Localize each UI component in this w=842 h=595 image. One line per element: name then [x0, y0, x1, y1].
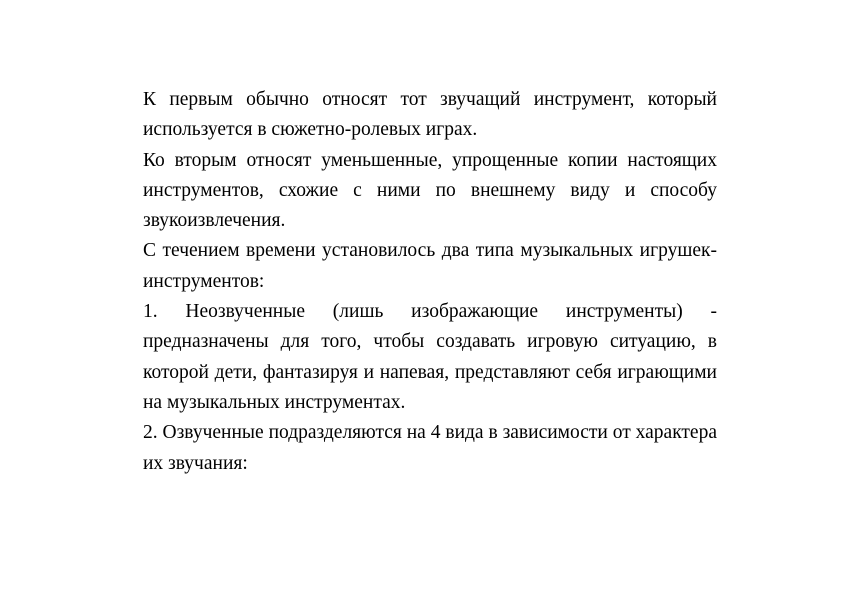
document-body: [143, 85, 717, 479]
paragraph-first-type: К первым обычно относят тот звучащий инструмент, который используется в сюжетно-ролевых играх.: [143, 89, 717, 141]
paragraph-second-type: Ко вторым относят уменьшенные, упрощенные копии настоящих инструментов, схожие с ними по внешнему виду и способу звукоизвлечения.: [143, 149, 717, 232]
paragraph-unvoiced: 1. Неозвученные (лишь изображающие инструменты) - предназначены для того, чтобы создавать игровую ситуацию, в которой дети, фантазируя и напевая, представляют себя играющими на музыкальных инструментах.: [143, 301, 717, 413]
paragraph-voiced: 2. Озвученные подразделяются на 4 вида в зависимости от характера их звучания:: [143, 422, 717, 474]
paragraph-two-types-intro: С течением времени установилось два типа музыкальных игрушек-инструментов:: [143, 240, 717, 292]
